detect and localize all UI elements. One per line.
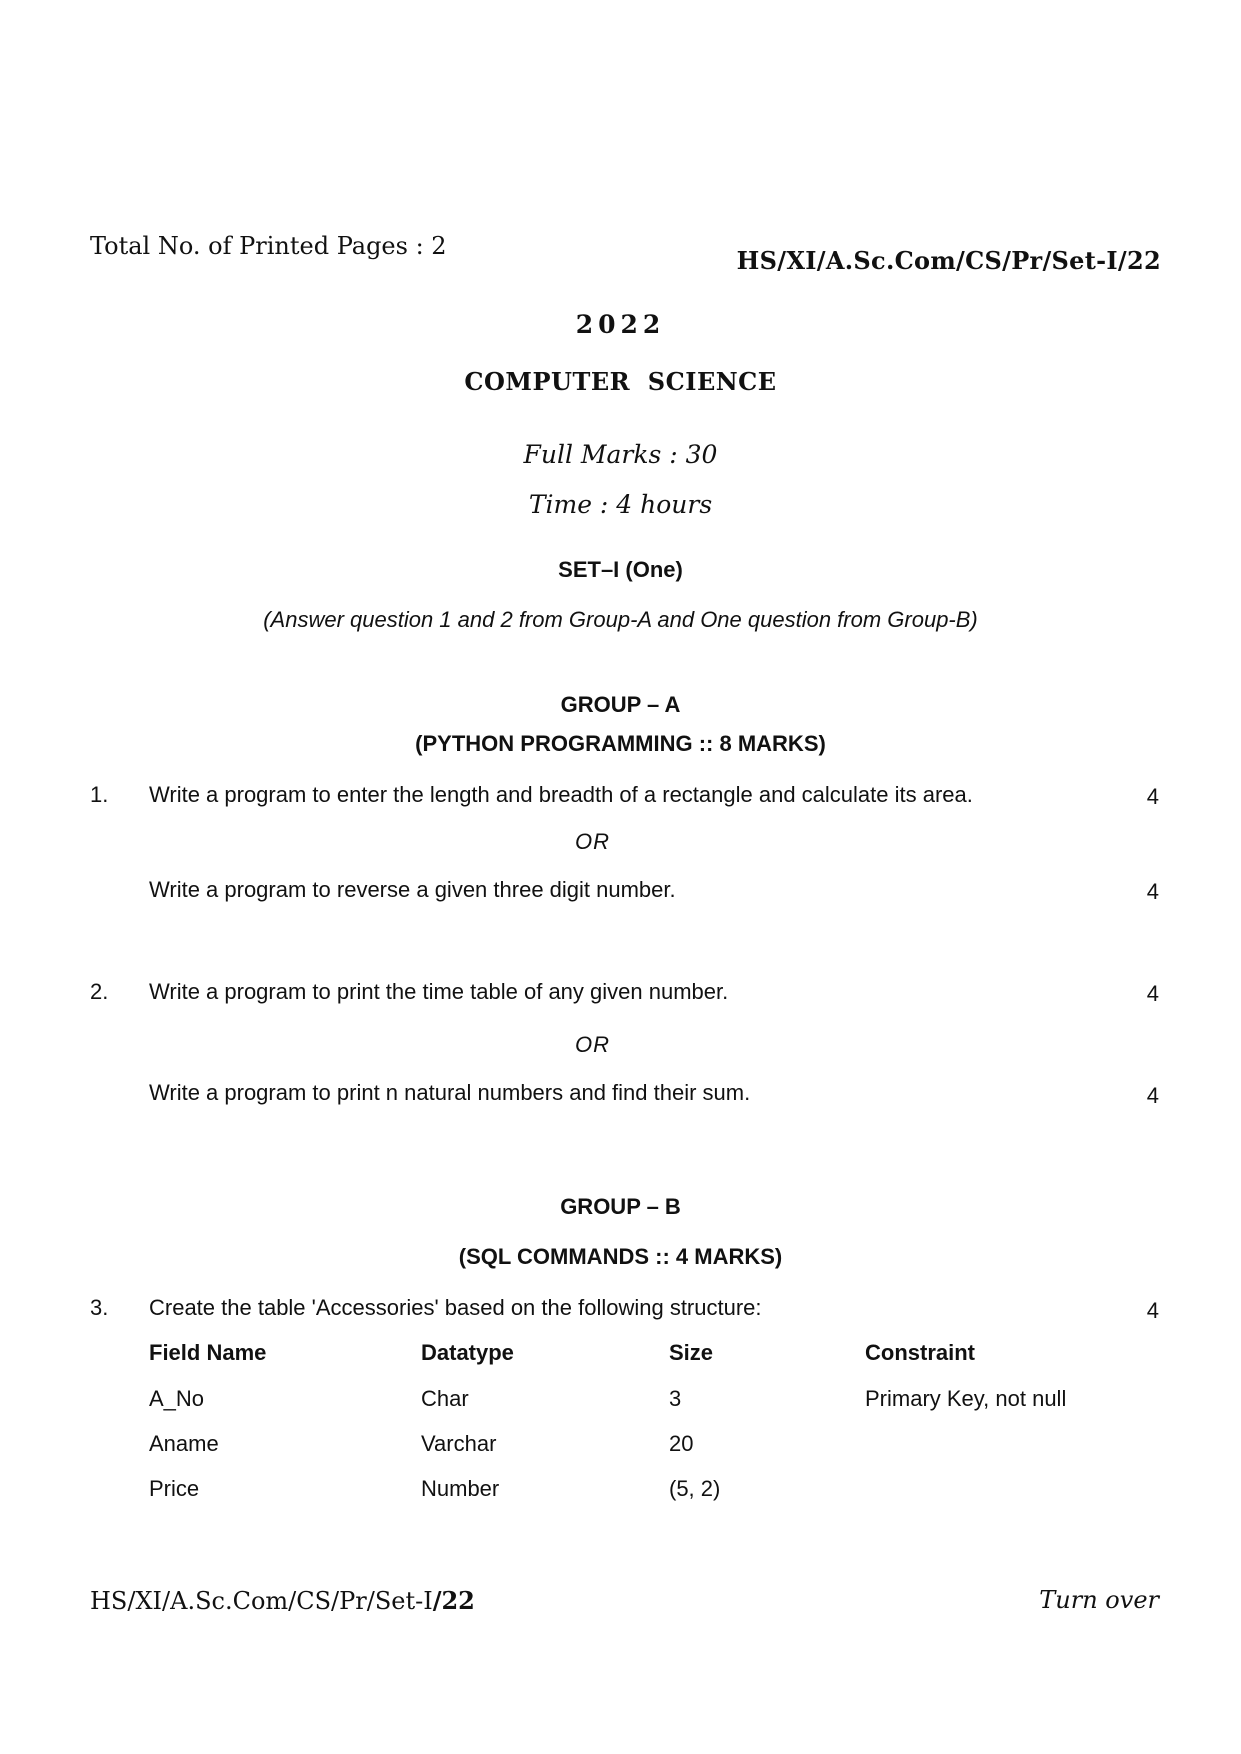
printed-pages-note: Total No. of Printed Pages : 2 (90, 232, 447, 260)
question-text: Create the table 'Accessories' based on the following structure: (149, 1295, 762, 1320)
footer-paper-code (90, 1586, 475, 1615)
or-separator: OR (575, 1032, 610, 1057)
table-header-size: Size (669, 1340, 714, 1365)
table-cell: Char (421, 1386, 469, 1411)
table-header-datatype: Datatype (421, 1340, 514, 1365)
question-marks: 4 (1146, 981, 1159, 1006)
footer-code-prefix: HS/XI/A.Sc.Com/CS/Pr/Set-I (90, 1587, 433, 1615)
table-header-constraint: Constraint (865, 1340, 975, 1365)
paper-code: HS/XI/A.Sc.Com/CS/Pr/Set-I/22 (736, 246, 1161, 275)
set-label: SET–I (One) (558, 557, 683, 582)
table-cell: (5, 2) (669, 1476, 721, 1501)
group-a-subtitle: (PYTHON PROGRAMMING :: 8 MARKS) (415, 731, 826, 756)
table-header-field-name: Field Name (149, 1340, 267, 1365)
group-b-title: GROUP – B (560, 1194, 681, 1219)
exam-year: 2022 (575, 310, 666, 339)
turn-over-note: Turn over (1039, 1586, 1159, 1614)
group-b-subtitle: (SQL COMMANDS :: 4 MARKS) (458, 1244, 783, 1269)
table-cell: Price (149, 1476, 200, 1501)
full-marks: Full Marks : 30 (523, 440, 718, 469)
question-text: Write a program to print the time table of any given number. (149, 979, 729, 1004)
instruction: (Answer question 1 and 2 from Group-A and One question from Group-B) (263, 607, 978, 632)
question-alt-marks: 4 (1146, 1083, 1159, 1108)
question-number: 3. (90, 1295, 109, 1320)
footer-code-suffix: /22 (432, 1586, 475, 1615)
question-alt-text: Write a program to print n natural numbers and find their sum. (149, 1080, 751, 1105)
question-marks: 4 (1146, 784, 1159, 809)
question-marks: 4 (1146, 1298, 1159, 1323)
table-cell: 20 (669, 1431, 694, 1456)
group-a-title: GROUP – A (560, 692, 681, 717)
question-number: 2. (90, 979, 109, 1004)
table-cell: Varchar (421, 1431, 497, 1456)
table-cell: Primary Key, not null (865, 1386, 1067, 1411)
or-separator: OR (575, 829, 610, 854)
question-alt-marks: 4 (1146, 879, 1159, 904)
time-allowed: Time : 4 hours (528, 490, 713, 519)
question-alt-text: Write a program to reverse a given three digit number. (149, 877, 676, 902)
table-cell: 3 (669, 1386, 682, 1411)
table-cell: A_No (149, 1386, 205, 1411)
question-number: 1. (90, 782, 109, 807)
question-text: Write a program to enter the length and breadth of a rectangle and calculate its area. (149, 782, 973, 807)
table-cell: Number (421, 1476, 500, 1501)
subject-title: COMPUTER SCIENCE (464, 367, 777, 396)
table-cell: Aname (149, 1431, 219, 1456)
